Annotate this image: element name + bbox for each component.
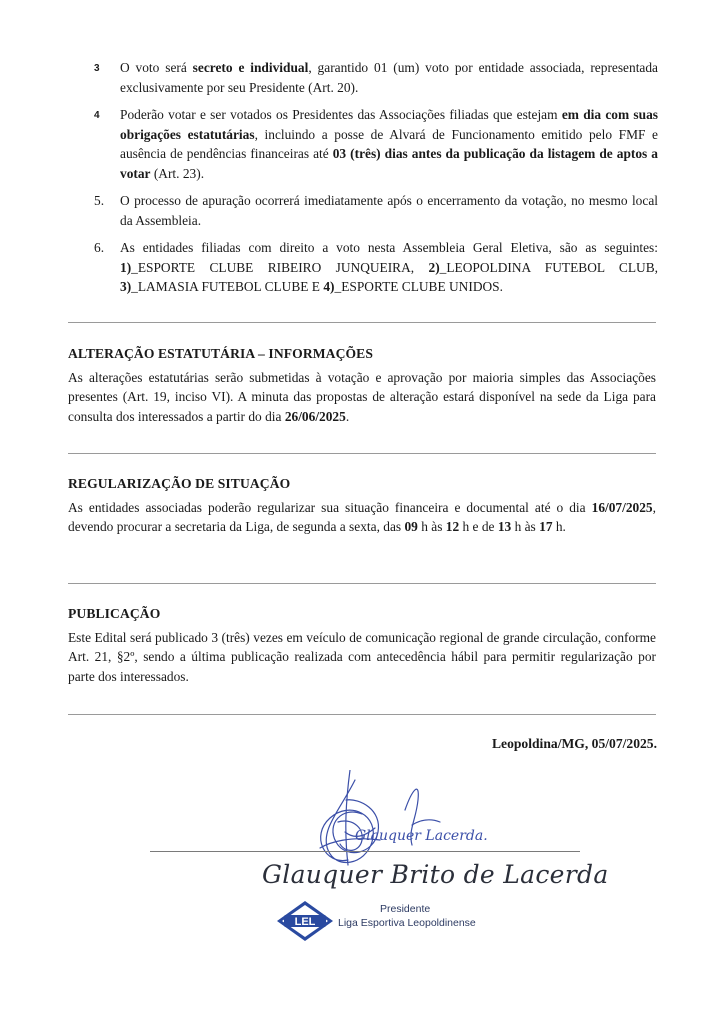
text-run: O processo de apuração ocorrerá imediatamente após o encerramento da votação, no mesmo local da Assembleia. — [120, 193, 658, 228]
text-run: , garantido 01 (um) voto por entidade associada, representada exclusivamente por seu Presidente (Art. 20). — [120, 60, 658, 95]
logo-text: LEL — [294, 916, 316, 928]
text-run: h às — [417, 519, 446, 534]
signer-role-block — [338, 902, 476, 930]
text-run: As alterações estatutárias serão submetidas à votação e aprovação por maioria simples das Associações presentes (Art. 19, inciso VI). A minuta das propostas de alteração estará disponível na sede da Liga para consulta dos interessados a partir do dia — [68, 369, 656, 424]
signer-name: Glauquer Brito de Lacerda — [262, 860, 609, 889]
signature-scribble-text: Glauquer Lacerda. — [355, 828, 488, 844]
text-run: As entidades associadas poderão regularizar sua situação financeira e documental até o dia — [68, 499, 592, 515]
lel-logo-icon — [276, 900, 334, 942]
text-run: O voto será — [120, 60, 193, 75]
bold-text-run: 17 — [539, 519, 553, 534]
section-title: REGULARIZAÇÃO DE SITUAÇÃO — [68, 476, 291, 491]
text-run: _ESPORTE CLUBE RIBEIRO JUNQUEIRA, — [131, 259, 429, 275]
text-run: , incluindo a posse de Alvará de Funcionamento emitido pelo FMF e ausência de pendências financeiras até — [120, 126, 658, 161]
section-publicacao — [68, 604, 656, 686]
section-title: PUBLICAÇÃO — [68, 606, 161, 621]
bold-text-run: 03 (três) dias antes da publicação da listagem de aptos a votar — [120, 146, 658, 181]
text-run: As entidades filiadas com direito a voto nesta Assembleia Geral Eletiva, são as seguintes: — [120, 240, 658, 255]
signer-organization: Liga Esportiva Leopoldinense — [338, 917, 476, 929]
list-item — [68, 238, 658, 297]
text-run: , devendo procurar a secretaria da Liga, de segunda a sexta, das — [68, 499, 656, 534]
divider — [68, 453, 656, 454]
list-item — [68, 105, 658, 183]
bold-text-run: 1) — [120, 259, 132, 275]
divider — [68, 714, 656, 715]
numbered-list — [68, 58, 658, 305]
section-body — [68, 368, 656, 427]
item-text — [120, 191, 658, 230]
section-alteracao — [68, 344, 656, 426]
list-item — [68, 191, 658, 230]
text-run: . — [345, 408, 350, 424]
text-run: _LAMASIA FUTEBOL CLUBE E — [131, 279, 324, 294]
item-number: 5. — [94, 193, 105, 208]
text-run: (Art. 23). — [150, 165, 205, 181]
text-run: _ESPORTE CLUBE UNIDOS. — [334, 279, 503, 294]
bold-text-run: 13 — [497, 519, 512, 534]
bold-text-run: 12 — [445, 519, 460, 534]
item-text — [120, 58, 658, 97]
bold-text-run: em dia com suas obrigações estatutárias — [120, 107, 658, 142]
item-number: 4 — [94, 110, 100, 121]
item-text — [120, 105, 658, 183]
item-number: 3 — [94, 63, 100, 74]
divider — [68, 583, 656, 584]
signature-line — [150, 851, 580, 852]
text-run: h. — [552, 519, 566, 534]
text-run: Este Edital será publicado 3 (três) vezes em veículo de comunicação regional de grande circulação, conforme Art. 21, §2º, sendo a última publicação realizada com antecedência hábil para permitir regularização por parte dos interessados. — [68, 629, 656, 684]
bold-text-run: 4) — [323, 279, 335, 294]
bold-text-run: 26/06/2025 — [284, 408, 346, 424]
section-title: ALTERAÇÃO ESTATUTÁRIA – INFORMAÇÕES — [68, 346, 374, 361]
item-text — [120, 238, 658, 297]
item-number: 6. — [94, 240, 105, 255]
date-line: Leopoldina/MG, 05/07/2025. — [491, 736, 657, 751]
signer-role: Presidente — [380, 903, 431, 915]
bold-text-run: 2) — [428, 259, 440, 275]
list-item — [68, 58, 658, 97]
section-regularizacao — [68, 474, 656, 537]
divider — [68, 322, 656, 323]
bold-text-run: 16/07/2025 — [591, 499, 653, 515]
text-run: Poderão votar e ser votados os Presidentes das Associações filiadas que estejam — [120, 107, 562, 122]
text-run: h e de — [459, 519, 498, 534]
section-body — [68, 498, 656, 537]
section-body — [68, 628, 656, 687]
bold-text-run: 09 — [404, 519, 418, 534]
text-run: _LEOPOLDINA FUTEBOL CLUB, — [439, 259, 658, 275]
text-run: h às — [511, 519, 540, 534]
bold-text-run: secreto e individual — [192, 60, 309, 75]
bold-text-run: 3) — [120, 279, 132, 294]
